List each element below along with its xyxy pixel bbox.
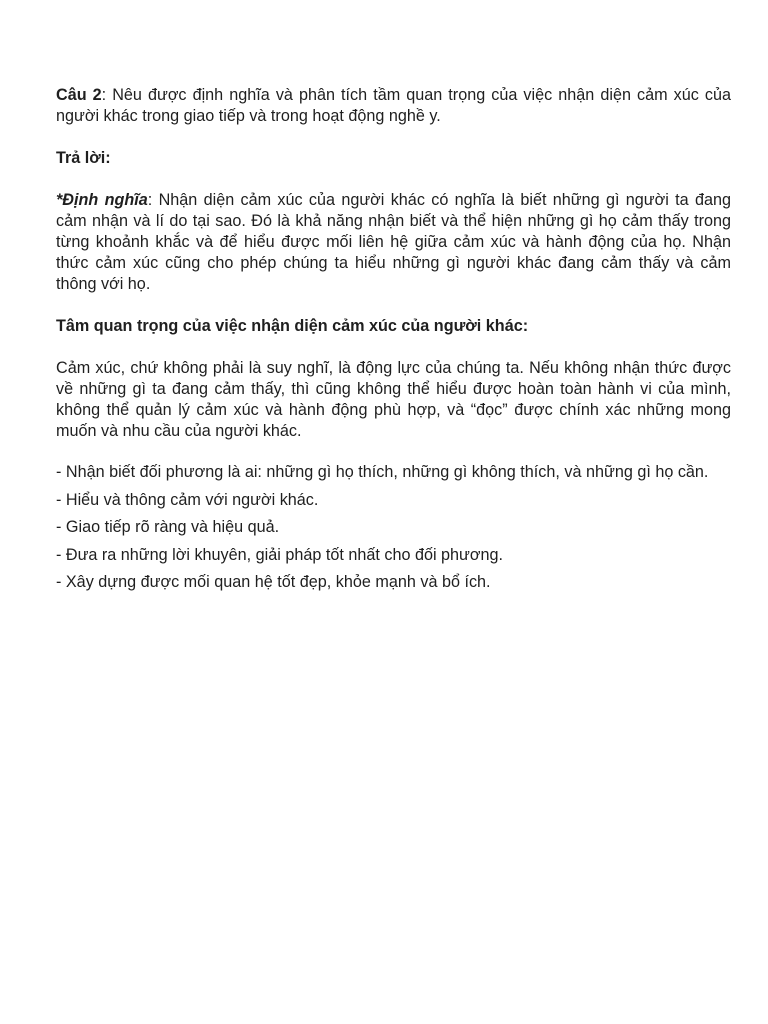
definition-paragraph	[56, 190, 731, 295]
definition-separator: :	[147, 191, 159, 209]
answer-heading: Trả lời:	[56, 149, 111, 167]
question-label: Câu 2	[56, 86, 102, 104]
question-text: Nêu được định nghĩa và phân tích tầm quan trọng của việc nhận diện cảm xúc của người khác trong giao tiếp và trong hoạt động nghề y.	[56, 86, 731, 125]
list-item: - Đưa ra những lời khuyên, giải pháp tốt nhất cho đối phương.	[56, 545, 504, 564]
document-page	[56, 85, 731, 600]
list-item: - Hiểu và thông cảm với người khác.	[56, 490, 319, 509]
question-separator: :	[101, 86, 113, 104]
definition-text: Nhận diện cảm xúc của người khác có nghĩa là biết những gì người ta đang cảm nhận và lí do tại sao. Đó là khả năng nhận biết và thể hiện những gì họ cảm thấy trong từng khoảnh khắc và để hiểu được mối liên hệ giữa cảm xúc và hành động của họ. Nhận thức cảm xúc cũng cho phép chúng ta hiểu những gì người khác đang cảm thấy và cảm thông với họ.	[56, 191, 731, 293]
list-item: - Giao tiếp rõ ràng và hiệu quả.	[56, 518, 280, 536]
question-paragraph	[56, 85, 731, 127]
list-item: - Nhận biết đối phương là ai: những gì họ thích, những gì không thích, và những gì họ cần.	[56, 463, 709, 481]
importance-heading: Tâm quan trọng của việc nhận diện cảm xúc của người khác:	[56, 317, 529, 335]
list-item: - Xây dựng được mối quan hệ tốt đẹp, khỏe mạnh và bổ ích.	[56, 573, 491, 591]
importance-list	[56, 462, 731, 593]
definition-label: *Định nghĩa	[56, 191, 148, 209]
importance-paragraph: Cảm xúc, chứ không phải là suy nghĩ, là động lực của chúng ta. Nếu không nhận thức được về những gì ta đang cảm thấy, thì cũng không thể hiểu được hoàn toàn hành vi của mình, không thể quản lý cảm xúc và hành động phù hợp, và “đọc” được chính xác những mong muốn và nhu cầu của người khác.	[56, 359, 731, 440]
